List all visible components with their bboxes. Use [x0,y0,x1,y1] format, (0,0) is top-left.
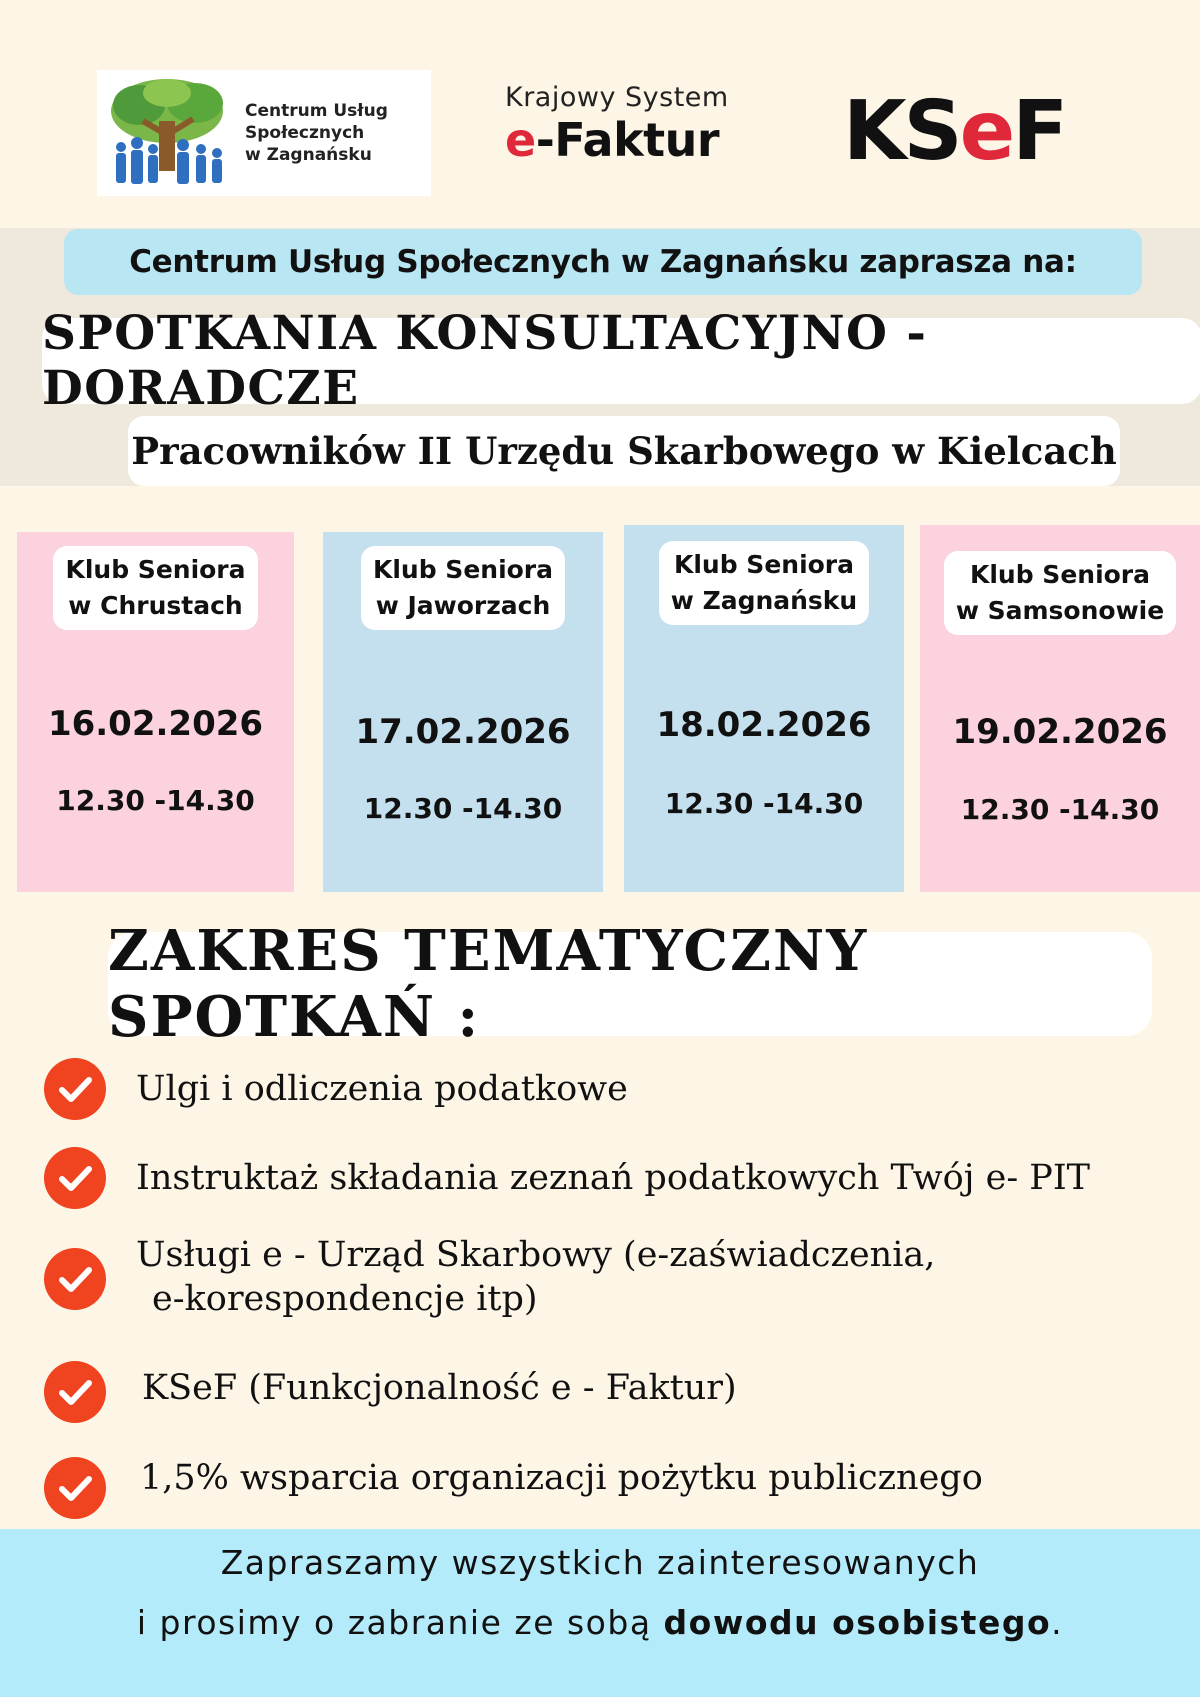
club-name-label: Klub Seniora w Zagnańsku [659,541,869,625]
footer-line1: Zapraszamy wszystkich zainteresowanych [220,1543,980,1582]
club-name-label: Klub Seniora w Jaworzach [361,546,565,630]
meeting-date: 19.02.2026 [952,712,1168,752]
check-circle-icon [44,1361,106,1423]
meeting-time: 12.30 -14.30 [960,793,1160,826]
topic-text: 1,5% wsparcia organizacji pożytku publicznego [140,1458,983,1498]
meeting-date: 16.02.2026 [47,704,264,744]
footer-line2: i prosimy o zabranie ze sobą dowodu osobistego. [136,1603,1064,1642]
topic-text-continued: e-korespondencje itp) [152,1279,538,1319]
topic-text: Usługi e - Urząd Skarbowy (e-zaświadczenia, [136,1235,936,1275]
footer-banner [0,1529,1200,1697]
topics-title: ZAKRES TEMATYCZNY SPOTKAŃ : [108,932,1152,1036]
check-circle-icon [44,1248,106,1310]
meeting-time: 12.30 -14.30 [363,792,563,825]
meeting-date: 18.02.2026 [656,705,872,745]
page-title: SPOTKANIA KONSULTACYJNO - DORADCZE [42,318,1200,404]
ksef-logo: KSeF [843,84,1066,179]
check-circle-icon [44,1058,106,1120]
meeting-card-jaworze [323,532,603,892]
meeting-date: 17.02.2026 [355,712,571,752]
meeting-card-chrusty [17,532,294,892]
topic-text: KSeF (Funkcjonalność e - Faktur) [142,1368,737,1408]
meeting-card-samsonow [920,525,1200,892]
invite-banner: Centrum Usług Społecznych w Zagnańsku zaprasza na: [64,229,1142,295]
krajowy-system-efaktur-logo: Krajowy System e-Faktur [505,82,729,167]
check-circle-icon [44,1457,106,1519]
club-name-label: Klub Seniora w Chrustach [53,546,257,630]
meeting-time: 12.30 -14.30 [56,784,255,817]
cus-logo-text: Centrum Usług Społecznych w Zagnańsku [245,101,388,165]
page-subtitle: Pracowników II Urzędu Skarbowego w Kielcach [128,416,1120,486]
tree-people-icon [103,75,231,191]
check-circle-icon [44,1147,106,1209]
topic-text: Ulgi i odliczenia podatkowe [136,1069,628,1109]
cus-logo [97,70,431,196]
topic-text: Instruktaż składania zeznań podatkowych Twój e- PIT [136,1158,1091,1198]
meeting-card-zagnansk [624,525,904,892]
meeting-time: 12.30 -14.30 [664,787,864,820]
logo-bar [0,0,1200,228]
club-name-label: Klub Seniora w Samsonowie [944,551,1176,635]
